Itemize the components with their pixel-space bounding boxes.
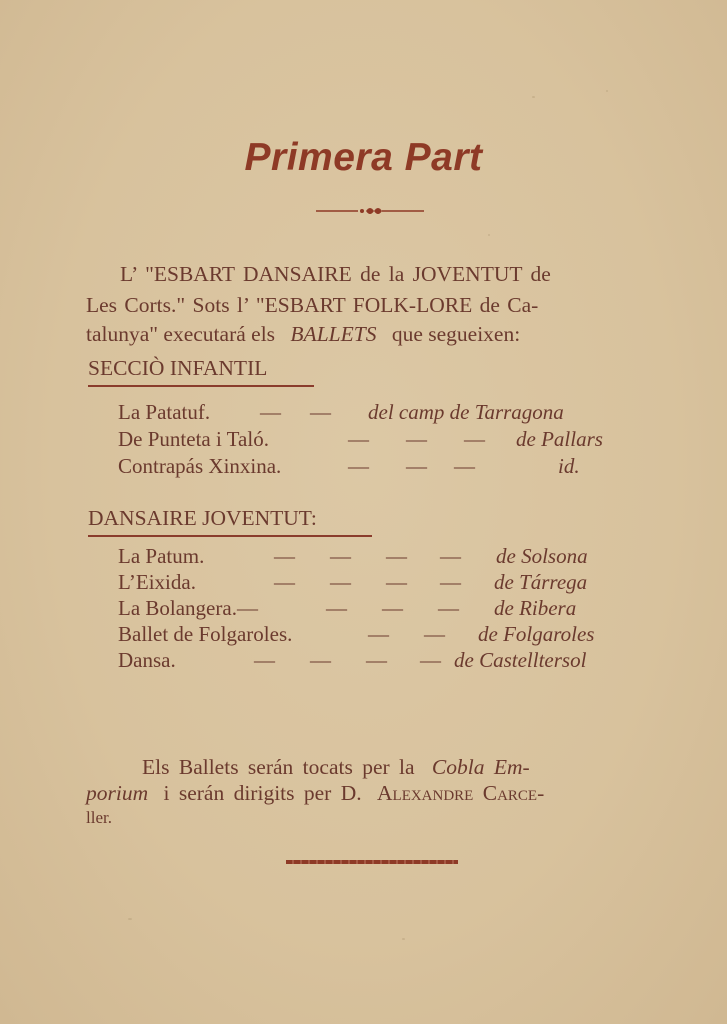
dash: — [406,454,427,478]
dash: — [330,544,351,568]
outro-director: Alexandre Carce- [377,781,545,805]
dash: — [420,648,441,672]
list-item [118,570,638,596]
dash: — [274,570,295,594]
dash: — [366,648,387,672]
outro-line-2 [86,781,544,806]
dance-origin: del camp de Tarragona [368,400,564,424]
list-item [118,648,638,674]
dash: — [330,570,351,594]
dash: — [274,544,295,568]
section-rule-joventut [88,535,372,537]
intro-line-3 [86,322,520,347]
list-item [118,596,638,622]
dance-origin: de Pallars [516,427,603,451]
dash: — [406,427,427,451]
paper-speck [488,234,490,236]
intro-line-3-c: que segueixen: [391,322,521,346]
dash: — [424,622,445,646]
dash: — [440,544,461,568]
dash: — [464,427,485,451]
section-heading-joventut: DANSAIRE JOVENTUT: [88,506,317,530]
page-title: Primera Part [244,136,483,179]
dance-name: De Punteta i Taló. [118,427,269,451]
paper-speck [606,90,608,92]
dash: — [348,454,369,478]
dance-name: La Bolangera.— [118,596,258,620]
list-item [118,400,638,426]
dash: — [326,596,347,620]
list-item [118,427,638,453]
outro-line-3: ller. [86,808,112,827]
intro-line-3-a: talunya" executará els [86,322,276,346]
dance-origin: de Tárrega [494,570,588,594]
section-heading-infantil: SECCIÒ INFANTIL [88,356,268,380]
dance-name: L’Eixida. [118,570,196,594]
dance-origin: de Ribera [494,596,577,620]
dash: — [382,596,403,620]
paper-speck [402,938,405,940]
section-rule-infantil [88,385,314,387]
list-item [118,454,638,480]
dance-origin: de Castelltersol [454,648,587,672]
dance-origin: de Folgaroles [478,622,595,646]
intro-line-1: L’ "ESBART DANSAIRE de la JOVENTUT de [120,262,551,286]
ornament-divider [314,204,426,218]
dash: — [310,400,331,424]
dash: — [386,544,407,568]
dance-name: La Patum. [118,544,205,568]
outro-line-1 [142,755,530,780]
list-item [118,622,638,648]
dance-name: Contrapás Xinxina. [118,454,282,478]
outro-cobla: Cobla Em- [431,755,530,779]
dance-name: Ballet de Folgaroles. [118,622,293,646]
dash: — [438,596,459,620]
paper-speck [128,918,132,920]
dash: — [254,648,275,672]
paper-speck [532,96,535,98]
list-item [118,544,638,570]
dash: — [368,622,389,646]
dash: — [260,400,281,424]
dash: — [386,570,407,594]
outro-line-1-a: Els Ballets serán tocats per la [142,755,415,779]
closing-rule [286,860,458,864]
dance-origin: de Solsona [496,544,588,568]
dance-name: Dansa. [118,648,176,672]
outro-porium: porium [86,781,149,805]
intro-line-2: Les Corts." Sots l’ "ESBART FOLK-LORE de Ca- [86,293,539,317]
dash: — [310,648,331,672]
dance-name: La Patatuf. [118,400,211,424]
outro-line-2-b: i serán dirigits per D. [163,781,362,805]
dance-origin: id. [558,454,580,478]
dash: — [348,427,369,451]
intro-ballets: BALLETS [290,322,377,346]
dash: — [454,454,475,478]
dash: — [440,570,461,594]
